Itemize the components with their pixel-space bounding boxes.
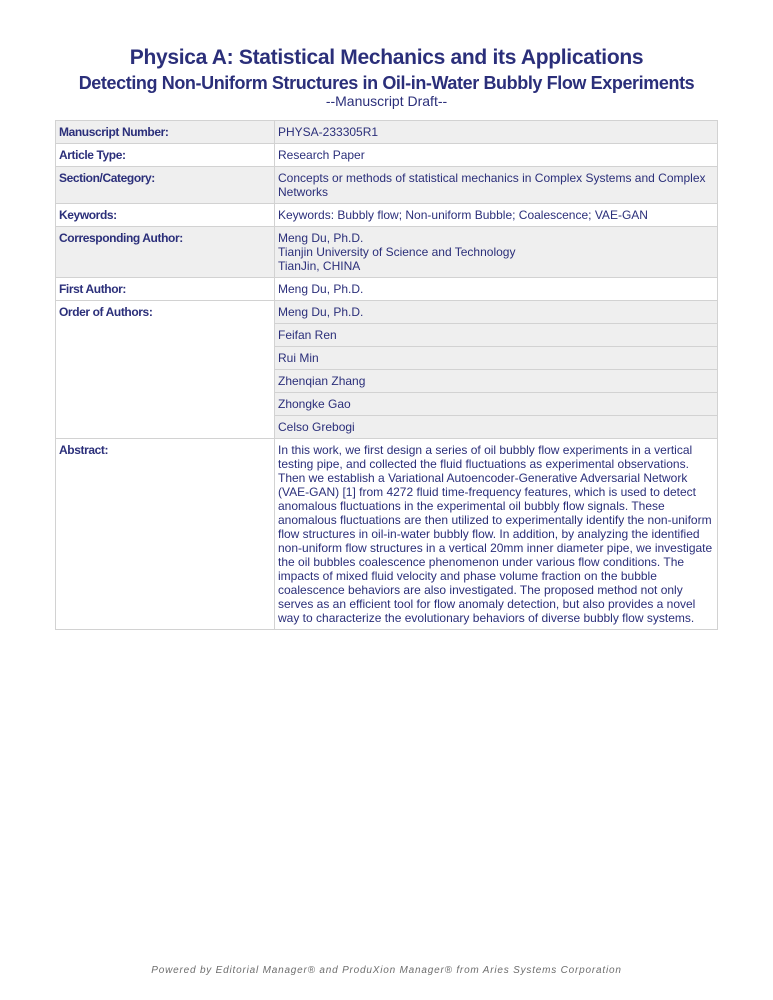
abstract-label: Abstract: bbox=[56, 439, 275, 630]
author-item: Rui Min bbox=[275, 347, 718, 370]
article-type-label: Article Type: bbox=[56, 144, 275, 167]
author-item: Meng Du, Ph.D. bbox=[275, 301, 718, 324]
author-item: Zhenqian Zhang bbox=[275, 370, 718, 393]
author-item: Celso Grebogi bbox=[275, 416, 718, 439]
article-title: Detecting Non-Uniform Structures in Oil-in-Water Bubbly Flow Experiments bbox=[78, 73, 695, 93]
abstract-text: In this work, we first design a series of oil bubbly flow experiments in a vertical testing pipe, and collected the fluid fluctuations as experimental observations. Then we establish a Variational Autoencoder-Generative Adversarial Network (VAE-GAN) [1] from 4272 fluid time-frequency features, which is used to detect anomalous fluctuations in the experimental oil bubbly flow signals. These anomalous fluctuations are then utilized to experimentally identify the non-uniform flow structures in oil-in-water bubbly flow. In addition, by analyzing the identified non-uniform flow structures in a vertical 20mm inner diameter pipe, we investigate the oil bubbles coalescence phenomenon under various flow conditions. The impacts of mixed fluid velocity and phase volume fraction on the bubble coalescence behaviors are also investigated. The proposed method not only serves as an efficient tool for flow anomaly detection, but also provides a novel way to characterize the evolutionary behaviors of diverse bubbly flow systems. bbox=[275, 439, 718, 630]
corresponding-author-row bbox=[56, 227, 718, 278]
author-item: Feifan Ren bbox=[275, 324, 718, 347]
author-item: Zhongke Gao bbox=[275, 393, 718, 416]
corresponding-author-institution: Tianjin University of Science and Technology bbox=[278, 245, 516, 259]
first-author-value: Meng Du, Ph.D. bbox=[275, 278, 718, 301]
journal-title: Physica A: Statistical Mechanics and its Applications bbox=[129, 46, 644, 69]
order-of-authors-row bbox=[56, 301, 718, 324]
document-header bbox=[0, 44, 773, 109]
abstract-row bbox=[56, 439, 718, 630]
keywords-value: Keywords: Bubbly flow; Non-uniform Bubble; Coalescence; VAE-GAN bbox=[275, 204, 718, 227]
corresponding-author-label: Corresponding Author: bbox=[56, 227, 275, 278]
manuscript-metadata-table bbox=[55, 120, 718, 630]
manuscript-number-row bbox=[56, 121, 718, 144]
first-author-label: First Author: bbox=[56, 278, 275, 301]
draft-label: --Manuscript Draft-- bbox=[325, 93, 448, 109]
article-type-row bbox=[56, 144, 718, 167]
corresponding-author-value bbox=[275, 227, 718, 278]
order-of-authors-label: Order of Authors: bbox=[56, 301, 275, 439]
footer-credit: Powered by Editorial Manager® and ProduXion Manager® from Aries Systems Corporation bbox=[151, 965, 622, 976]
section-label: Section/Category: bbox=[56, 167, 275, 204]
keywords-label: Keywords: bbox=[56, 204, 275, 227]
corresponding-author-name: Meng Du, Ph.D. bbox=[278, 231, 364, 245]
manuscript-number-value: PHYSA-233305R1 bbox=[275, 121, 718, 144]
corresponding-author-location: TianJin, CHINA bbox=[278, 259, 361, 273]
section-row bbox=[56, 167, 718, 204]
keywords-row bbox=[56, 204, 718, 227]
section-value: Concepts or methods of statistical mechanics in Complex Systems and Complex Networks bbox=[275, 167, 718, 204]
article-type-value: Research Paper bbox=[275, 144, 718, 167]
manuscript-number-label: Manuscript Number: bbox=[56, 121, 275, 144]
first-author-row bbox=[56, 278, 718, 301]
